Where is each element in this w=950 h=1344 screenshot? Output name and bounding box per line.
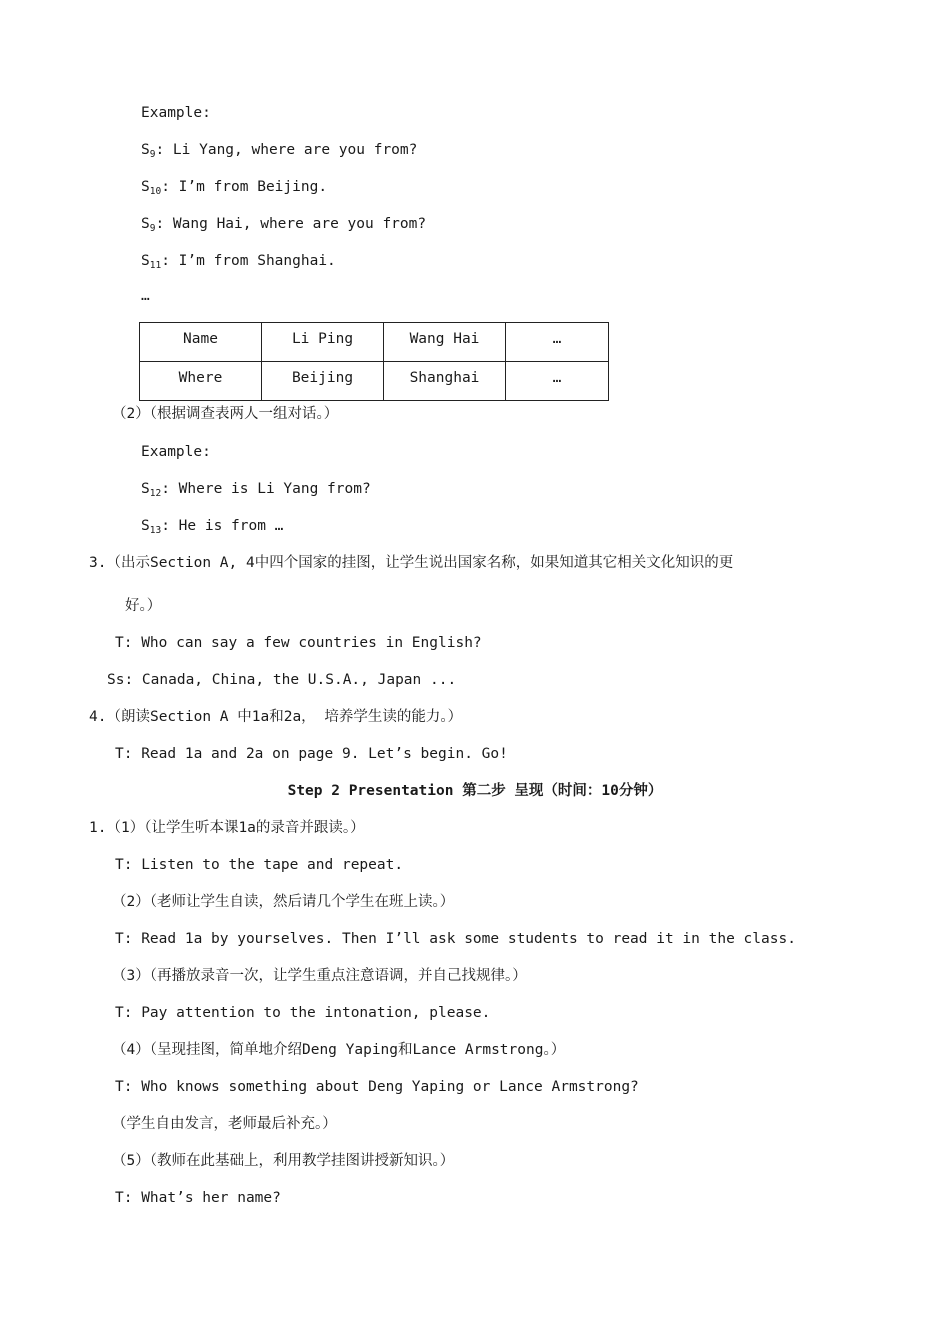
table-row [140, 362, 609, 401]
instruction-line: 1.（1）（让学生听本课1a的录音并跟读。） [89, 820, 365, 836]
survey-table [139, 322, 609, 401]
activity-heading: （2）（根据调查表两人一组对话。） [112, 406, 339, 422]
table-cell: … [506, 362, 609, 401]
instruction-line: （4）（呈现挂图，简单地介绍Deng Yaping和Lance Armstrong。） [112, 1042, 566, 1058]
teacher-line: T: Listen to the tape and repeat. [115, 857, 404, 873]
example-label: Example: [141, 444, 211, 460]
instruction-line: （3）（再播放录音一次，让学生重点注意语调，并自己找规律。） [112, 968, 527, 984]
step-title: Step 2 Presentation 第二步 呈现（时间：10分钟） [287, 783, 663, 799]
teacher-line: T: What’s her name? [115, 1190, 281, 1206]
teacher-line: T: Read 1a by yourselves. Then I’ll ask some students to read it in the class. [115, 931, 796, 947]
table-cell: Shanghai [384, 362, 506, 401]
dialogue-line: $S_9$: Wang Hai, where are you from? [141, 216, 427, 234]
instruction-line: 好。） [125, 598, 162, 614]
instruction-line: （学生自由发言，老师最后补充。） [112, 1116, 337, 1132]
dialogue-line: $S_{11}$: I’m from Shanghai. [141, 253, 336, 271]
instruction-line: （5）（教师在此基础上，利用教学挂图讲授新知识。） [112, 1153, 455, 1169]
teacher-line: T: Read 1a and 2a on page 9. Let’s begin. Go! [115, 746, 508, 762]
table-cell: … [506, 323, 609, 362]
instruction-line: 4.（朗读Section A 中1a和2a， 培养学生读的能力。） [89, 709, 463, 725]
instruction-line: 3.（出示Section A, 4中四个国家的挂图，让学生说出国家名称，如果知道其它相关文化知识的更 [89, 555, 734, 571]
students-line: Ss: Canada, China, the U.S.A., Japan ... [107, 672, 457, 688]
dialogue-line: $S_{13}$: He is from … [141, 518, 284, 536]
table-cell: Wang Hai [384, 323, 506, 362]
teacher-line: T: Who knows something about Deng Yaping or Lance Armstrong? [115, 1079, 639, 1095]
dialogue-line: $S_{10}$: I’m from Beijing. [141, 179, 328, 197]
table-cell: Name [140, 323, 262, 362]
table-cell: Where [140, 362, 262, 401]
table-cell: Beijing [262, 362, 384, 401]
dialogue-line: $S_9$: Li Yang, where are you from? [141, 142, 418, 160]
ellipsis: … [141, 288, 150, 304]
example-label: Example: [141, 105, 211, 121]
instruction-line: （2）（老师让学生自读，然后请几个学生在班上读。） [112, 894, 455, 910]
dialogue-line: $S_{12}$: Where is Li Yang from? [141, 481, 371, 499]
teacher-line: T: Who can say a few countries in English? [115, 635, 482, 651]
table-cell: Li Ping [262, 323, 384, 362]
teacher-line: T: Pay attention to the intonation, please. [115, 1005, 491, 1021]
table-row [140, 323, 609, 362]
